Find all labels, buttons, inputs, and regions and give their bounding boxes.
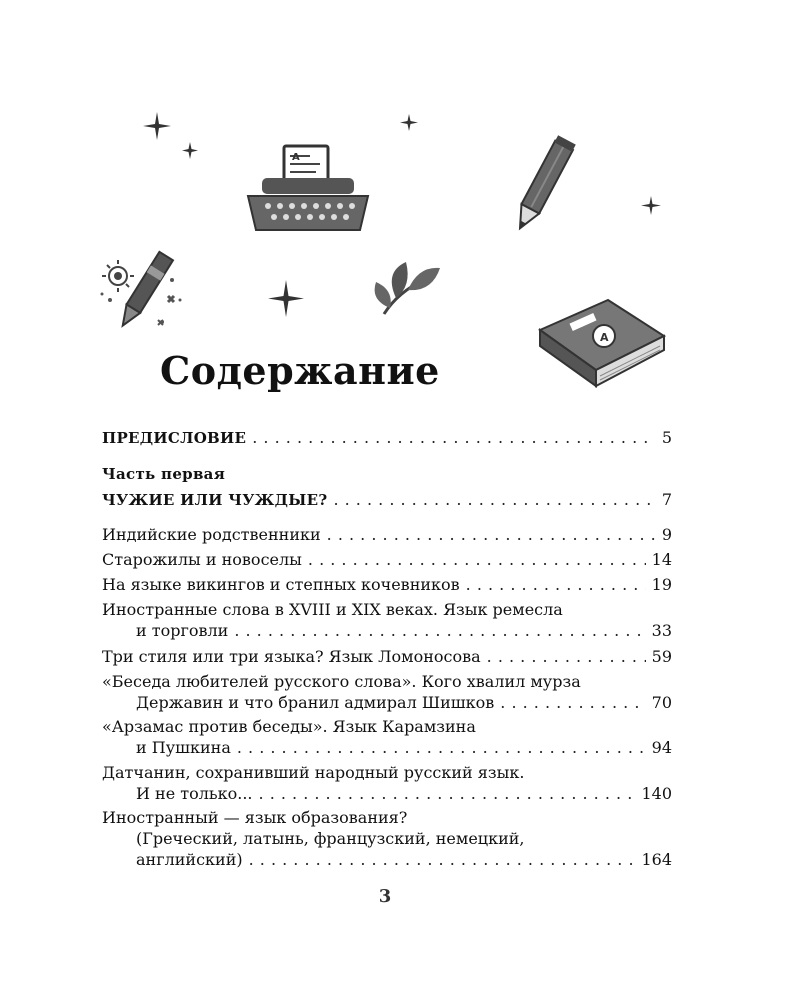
toc-page-number: 5: [661, 428, 672, 447]
toc-entry[interactable]: [102, 716, 672, 738]
leader-dots: [487, 646, 646, 668]
toc-page-number: 94: [651, 738, 672, 757]
sparkle-icon: [641, 196, 661, 215]
toc-entry[interactable]: [102, 646, 672, 668]
toc-page-number: 9: [661, 525, 672, 544]
leader-dots: [237, 737, 646, 759]
toc-page-number: 70: [651, 693, 672, 712]
toc-entry[interactable]: [102, 671, 672, 693]
toc-page-number: 140: [641, 784, 672, 803]
toc-entry-label: ПРЕДИСЛОВИЕ: [102, 429, 247, 447]
sparkle-icon: [268, 280, 304, 317]
part-label: [102, 463, 672, 485]
toc-entry[interactable]: [102, 762, 672, 784]
toc-entry-part-title[interactable]: [102, 489, 672, 511]
toc-page-number: 164: [641, 850, 672, 869]
svg-text:A: A: [600, 331, 609, 344]
toc-entry-continuation[interactable]: [102, 692, 672, 714]
toc-entry-label: Индийские родственники: [102, 525, 321, 544]
toc-entry-label: (Греческий, латынь, французский, немецкий,: [136, 829, 525, 848]
toc-entry-label: «Беседа любителей русского слова». Кого хвалил мурза: [102, 672, 581, 691]
leader-dots: [259, 783, 636, 805]
toc-entry-continuation[interactable]: [102, 849, 672, 871]
toc-entry[interactable]: [102, 524, 672, 546]
toc-entry-continuation[interactable]: [102, 737, 672, 759]
toc-entry-label: и торговли: [136, 621, 229, 640]
toc-page-number: 19: [651, 575, 672, 594]
toc-page-number: 14: [651, 550, 672, 569]
toc-entry-preface[interactable]: [102, 427, 672, 449]
toc-entry-label: Державин и что бранил адмирал Шишков: [136, 693, 495, 712]
leader-dots: [327, 524, 656, 546]
sparkle-icon: [143, 112, 171, 140]
page-title: Содержание: [160, 348, 440, 393]
toc-page-number: 59: [651, 647, 672, 666]
svg-text:A: A: [292, 152, 300, 163]
leader-dots: [333, 489, 655, 511]
toc-entry-label: И не только...: [136, 784, 253, 803]
toc-entry[interactable]: [102, 807, 672, 829]
toc-page-number: 7: [661, 490, 672, 509]
toc-entry[interactable]: [102, 574, 672, 596]
toc-entry-label: «Арзамас против беседы». Язык Карамзина: [102, 717, 476, 736]
toc-entry-label: На языке викингов и степных кочевников: [102, 575, 460, 594]
leader-dots: [308, 549, 646, 571]
leader-dots: [500, 692, 645, 714]
toc-page-number: 33: [651, 621, 672, 640]
page-number: 3: [378, 886, 392, 907]
toc-entry-label: Три стиля или три языка? Язык Ломоносова: [102, 647, 481, 666]
toc-entry-label: Датчанин, сохранивший народный русский язык.: [102, 763, 525, 782]
pencil-icon: [511, 135, 576, 233]
leader-dots: [249, 849, 636, 871]
sparkle-icon: [400, 114, 418, 131]
toc-entry-label: Иностранный — язык образования?: [102, 808, 408, 827]
toc-entry[interactable]: [102, 599, 672, 621]
toc-entry[interactable]: [102, 549, 672, 571]
leader-dots: [252, 427, 656, 449]
toc-entry-continuation: [102, 828, 672, 850]
toc-entry-continuation[interactable]: [102, 783, 672, 805]
leader-dots: [234, 620, 645, 642]
toc-entry-label: Старожилы и новоселы: [102, 550, 302, 569]
leaf-icon: [375, 262, 440, 314]
toc-entry-label: ЧУЖИЕ ИЛИ ЧУЖДЫЕ?: [102, 491, 328, 509]
toc-entry-label: Иностранные слова в XVIII и XIX веках. Язык ремесла: [102, 600, 563, 619]
part-label-text: Часть первая: [102, 465, 226, 483]
sparkle-icon: [182, 142, 198, 159]
toc-entry-continuation[interactable]: [102, 620, 672, 642]
illustrations: [0, 0, 800, 400]
typewriter-icon: [248, 146, 368, 230]
pen-icon: [101, 252, 182, 330]
leader-dots: [466, 574, 646, 596]
toc-entry-label: и Пушкина: [136, 738, 231, 757]
book-icon: [540, 300, 664, 386]
toc-entry-label: английский): [136, 850, 243, 869]
